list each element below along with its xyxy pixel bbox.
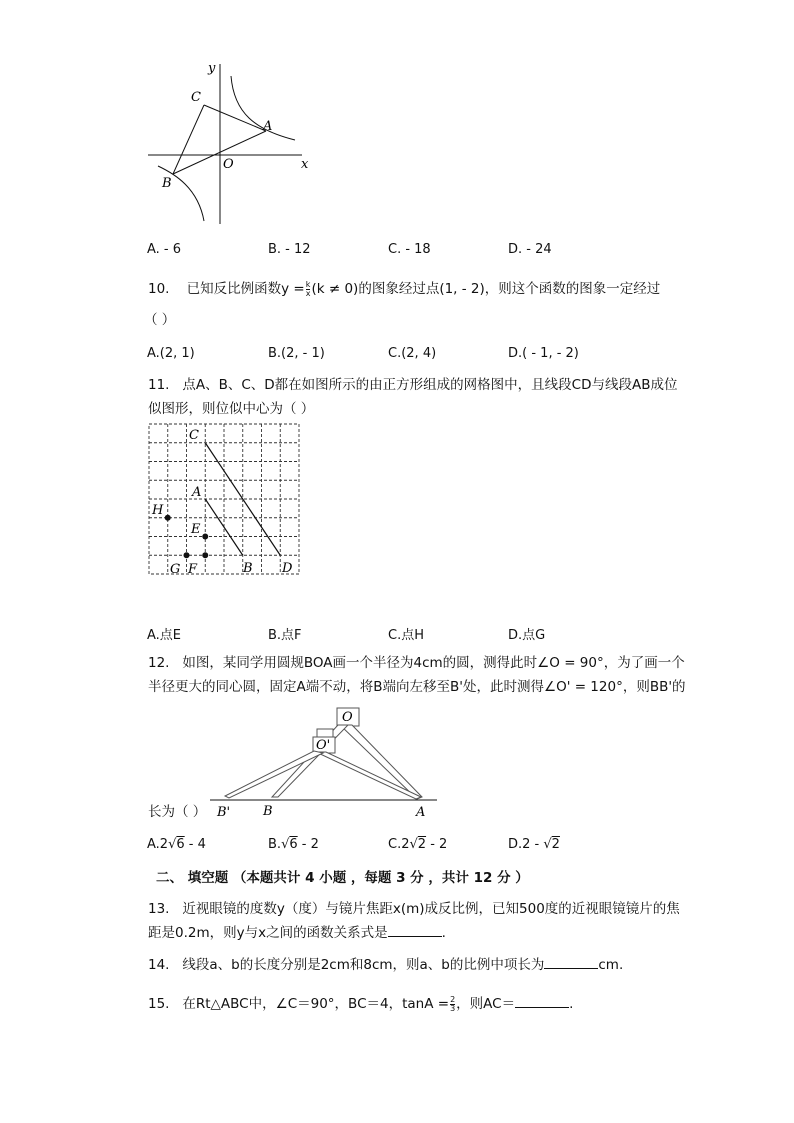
q15-answer-blank[interactable] xyxy=(515,995,569,1008)
q9-option-b[interactable]: B. - 12 xyxy=(268,242,311,257)
q11-number: 11. xyxy=(148,377,170,393)
q13-line1: 近视眼镜的度数y（度）与镜片焦距x(m)成反比例，已知500度的近视眼镜镜片的焦 xyxy=(182,901,680,917)
q12-option-d-radicand: 2 xyxy=(551,837,560,852)
q14-text-before: 线段a、b的长度分别是2cm和8cm，则a、b的比例中项长为 xyxy=(182,957,545,973)
point-a-label: A xyxy=(263,119,273,134)
q12-option-a-prefix: A.2 xyxy=(147,837,169,852)
q12-option-a[interactable] xyxy=(147,837,206,852)
q12-compass-figure xyxy=(205,703,445,823)
q9-hyperbola-figure xyxy=(140,58,320,228)
q12-option-a-radicand: 6 xyxy=(176,837,185,852)
q9-option-d[interactable]: D. - 24 xyxy=(508,242,552,257)
x-axis-label: x xyxy=(301,157,309,172)
q12-stem-line2: 半径更大的同心圆，固定A端不动，将B端向左移至B'处，此时测得∠O' = 120°，则BB'的 xyxy=(148,679,686,695)
q11-option-c[interactable]: C.点H xyxy=(388,628,424,643)
point-o-label: O xyxy=(223,157,234,172)
point-f xyxy=(202,552,208,558)
q12-label-b-prime: B' xyxy=(217,805,231,820)
q15-number: 15. xyxy=(148,996,170,1012)
point-c-label: C xyxy=(191,90,201,105)
q12-option-d-prefix: D.2 - xyxy=(508,837,544,852)
q11-stem-line2: 似图形，则位似中心为（ ） xyxy=(148,401,315,417)
q13-stem-line2 xyxy=(148,921,446,945)
q11-label-a: A xyxy=(192,485,202,500)
sqrt-icon: √ xyxy=(409,837,418,852)
q12-option-a-suffix: - 4 xyxy=(184,837,206,852)
q12-stem-line1 xyxy=(148,651,685,675)
grid-lines xyxy=(149,424,299,574)
q12-option-c-radicand: 2 xyxy=(417,837,427,852)
q10-number: 10. xyxy=(148,281,170,297)
q14-text-after: cm. xyxy=(598,957,624,973)
q13-line2-before: 距是0.2m，则y与x之间的函数关系式是 xyxy=(148,925,388,941)
q11-line1: 点A、B、C、D都在如图所示的由正方形组成的网格图中，且线段CD与线段AB成位 xyxy=(182,377,678,393)
y-axis-label: y xyxy=(208,61,216,76)
q9-option-c[interactable]: C. - 18 xyxy=(388,242,431,257)
q11-stem-line1 xyxy=(148,373,678,397)
q12-option-d[interactable] xyxy=(508,837,560,852)
q10-answer-paren: （ ） xyxy=(144,312,176,328)
q15-stem xyxy=(148,992,573,1016)
q12-number: 12. xyxy=(148,655,170,671)
q11-label-c: C xyxy=(189,428,199,443)
q15-frac-den: 3 xyxy=(450,1003,456,1013)
point-b-label: B xyxy=(162,176,172,191)
q12-option-c-suffix: - 2 xyxy=(426,837,448,852)
q12-option-b-prefix: B. xyxy=(268,837,282,852)
q10-option-c[interactable]: C.(2, 4) xyxy=(388,346,437,361)
q11-label-d: D xyxy=(282,561,293,576)
q12-option-b-radicand: 6 xyxy=(289,837,298,852)
q15-text-before: 在Rt△ABC中，∠C＝90°，BC＝4，tanA = xyxy=(182,996,450,1012)
q11-label-g: G xyxy=(170,562,181,577)
q10-frac-den: x xyxy=(305,288,311,298)
q10-fraction xyxy=(306,281,311,298)
q10-stem xyxy=(148,277,660,301)
q13-stem-line1 xyxy=(148,897,680,921)
q10-text-before: 已知反比例函数y = xyxy=(186,281,305,297)
point-h xyxy=(165,515,171,521)
sqrt-icon: √ xyxy=(543,837,552,852)
q12-option-b-suffix: - 2 xyxy=(297,837,319,852)
hyperbola-branch-q3 xyxy=(158,166,204,221)
q13-number: 13. xyxy=(148,901,170,917)
q15-fraction xyxy=(450,996,455,1013)
q15-text-mid: ，则AC＝ xyxy=(456,996,516,1012)
point-g xyxy=(184,552,190,558)
q13-line2-after: . xyxy=(441,925,446,941)
q15-frac-num: 2 xyxy=(450,994,456,1004)
q12-option-c-prefix: C.2 xyxy=(388,837,410,852)
segment-bc xyxy=(173,105,204,174)
point-e1 xyxy=(202,534,208,540)
q11-label-h: H xyxy=(152,503,164,518)
q11-option-b[interactable]: B.点F xyxy=(268,628,302,643)
segment-ca xyxy=(204,105,266,131)
q14-answer-blank[interactable] xyxy=(544,956,598,969)
q12-label-b: B xyxy=(263,804,273,819)
q10-text-after: (k ≠ 0)的图象经过点(1, - 2)，则这个函数的图象一定经过 xyxy=(311,281,661,297)
q11-option-d[interactable]: D.点G xyxy=(508,628,546,643)
q12-label-o-prime: O' xyxy=(316,738,331,753)
q13-answer-blank[interactable] xyxy=(388,924,442,937)
q11-label-f: F xyxy=(188,562,198,577)
section-2-title: 二、 填空题 （本题共计 4 小题 ，每题 3 分 ，共计 12 分 ） xyxy=(156,870,529,886)
q12-label-a: A xyxy=(416,805,426,820)
q12-label-o: O xyxy=(342,710,353,725)
q10-option-d[interactable]: D.( - 1, - 2) xyxy=(508,346,579,361)
q10-frac-num: k xyxy=(305,279,311,289)
q15-text-after: . xyxy=(569,996,574,1012)
q11-label-b: B xyxy=(243,561,253,576)
q11-grid-figure xyxy=(145,420,305,580)
q12-stem-line3: 长为（ ） xyxy=(148,804,207,820)
q12-option-c[interactable] xyxy=(388,837,447,852)
q11-label-e: E xyxy=(191,522,201,537)
q9-option-a[interactable]: A. - 6 xyxy=(147,242,182,257)
q12-option-b[interactable] xyxy=(268,837,319,852)
q14-number: 14. xyxy=(148,957,170,973)
sqrt-icon: √ xyxy=(168,837,177,852)
q10-option-b[interactable]: B.(2, - 1) xyxy=(268,346,325,361)
q10-option-a[interactable]: A.(2, 1) xyxy=(147,346,195,361)
sqrt-icon: √ xyxy=(281,837,290,852)
q11-option-a[interactable]: A.点E xyxy=(147,628,182,643)
q14-stem xyxy=(148,953,623,977)
q12-line1: 如图，某同学用圆规BOA画一个半径为4cm的圆，测得此时∠O = 90°，为了画一个 xyxy=(182,655,685,671)
